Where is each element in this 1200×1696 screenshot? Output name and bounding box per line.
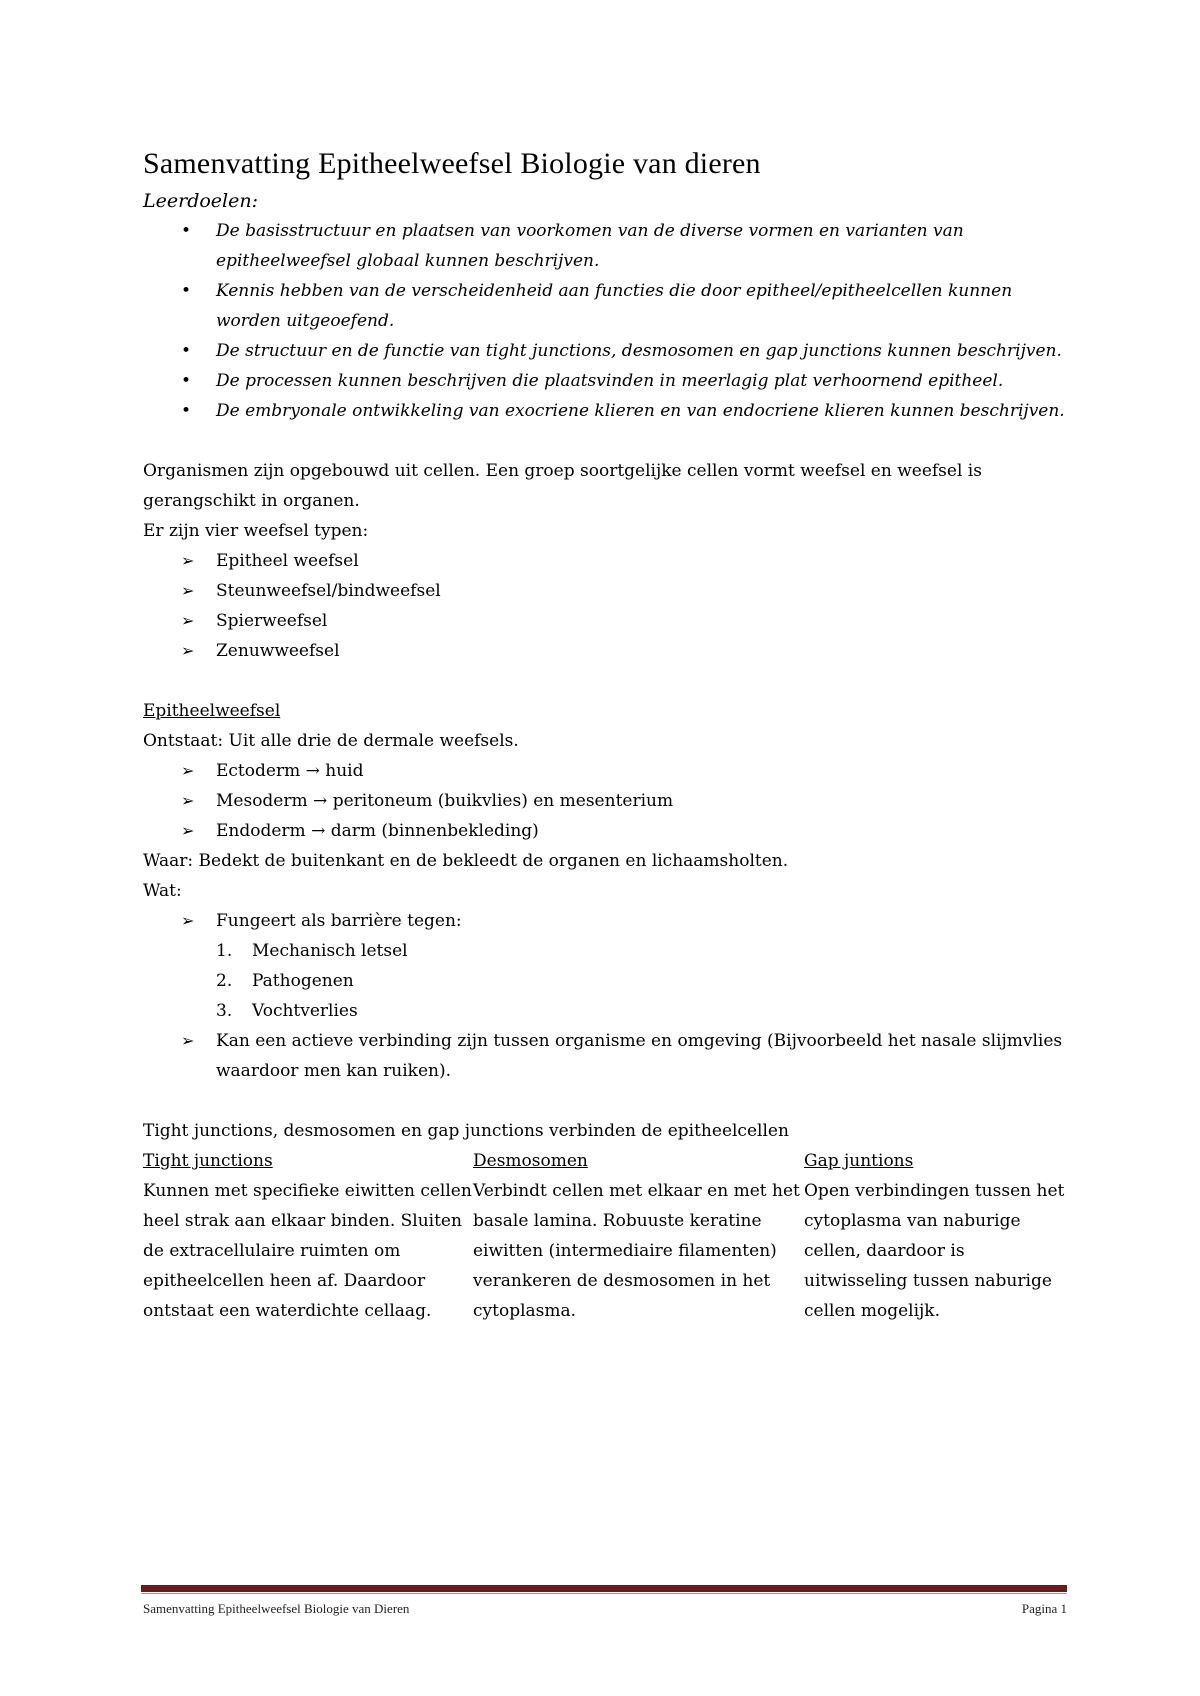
spacer <box>143 426 1068 456</box>
arrow-bullet-icon: ➢ <box>181 1031 195 1050</box>
bullet-icon: • <box>181 221 192 241</box>
bullet-icon: • <box>181 401 192 421</box>
list-item: ➢ Epitheel weefsel <box>143 546 1068 576</box>
spacer <box>143 1086 1068 1116</box>
footer-rule <box>141 1585 1067 1592</box>
waar-text: Waar: Bedekt de buitenkant en de bekleedt de organen en lichaamsholten. <box>143 851 789 871</box>
bullet-icon: • <box>181 281 192 301</box>
list-item: ➢ Ectoderm → huid <box>143 756 1068 786</box>
list-item: ➢ Steunweefsel/bindweefsel <box>143 576 1068 606</box>
arrow-bullet-icon: ➢ <box>181 581 195 600</box>
wat-label: Wat: <box>143 881 182 901</box>
tight-junctions-column <box>143 1146 473 1326</box>
bullet-icon: • <box>181 341 192 361</box>
list-item: 1. Mechanisch letsel <box>216 941 408 961</box>
list-item: ➢ Fungeert als barrière tegen: <box>143 906 1068 936</box>
intro-paragraph: Organismen zijn opgebouwd uit cellen. Een groep soortgelijke cellen vormt weefsel en weefsel is gerangschikt in organen. <box>143 461 982 511</box>
page-title: Samenvatting Epitheelweefsel Biologie van dieren <box>143 147 761 180</box>
gap-junctions-column <box>804 1146 1068 1326</box>
barriere-list <box>143 936 1068 1026</box>
list-item: 3. Vochtverlies <box>216 1001 358 1021</box>
list-item: 2. Pathogenen <box>216 971 354 991</box>
page-number: Pagina 1 <box>1021 1601 1067 1616</box>
spacer <box>143 666 1068 696</box>
arrow-bullet-icon: ➢ <box>181 911 195 930</box>
list-item: ➢ Mesoderm → peritoneum (buikvlies) en mesenterium <box>143 786 1068 816</box>
arrow-bullet-icon: ➢ <box>181 761 195 780</box>
arrow-bullet-icon: ➢ <box>181 611 195 630</box>
desmosomen-column <box>473 1146 804 1326</box>
footer-title: Samenvatting Epitheelweefsel Biologie van Dieren <box>143 1601 410 1616</box>
weefsel-types-list <box>143 546 1068 666</box>
page-content <box>143 142 1068 1326</box>
wat-list <box>143 906 1068 936</box>
ontstaat-text: Ontstaat: Uit alle drie de dermale weefsels. <box>143 731 519 751</box>
list-item: • De embryonale ontwikkeling van exocriene klieren en van endocriene klieren kunnen beschrijven. <box>143 396 1068 426</box>
list-item: ➢ Endoderm → darm (binnenbekleding) <box>143 816 1068 846</box>
leerdoelen-list <box>143 216 1068 426</box>
footer-rule-thin <box>141 1593 1067 1594</box>
right-arrow-icon: → <box>311 821 326 841</box>
list-item: ➢ Zenuwweefsel <box>143 636 1068 666</box>
list-item: ➢ Kan een actieve verbinding zijn tussen organisme en omgeving (Bijvoorbeeld het nasale slijmvlies waardoor men kan ruiken). <box>143 1026 1068 1086</box>
actief-list <box>143 1026 1068 1086</box>
junctions-heading: Tight junctions, desmosomen en gap junctions verbinden de epitheelcellen <box>143 1121 789 1141</box>
bullet-icon: • <box>181 371 192 391</box>
list-item: • De basisstructuur en plaatsen van voorkomen van de diverse vormen en varianten van epitheelweefsel globaal kunnen beschrijven. <box>143 216 1068 276</box>
column-text: Verbindt cellen met elkaar en met het basale lamina. Robuuste keratine eiwitten (intermediaire filamenten) verankeren de desmosomen in het cytoplasma. <box>473 1181 800 1321</box>
list-item: ➢ Spierweefsel <box>143 606 1068 636</box>
column-text: Kunnen met specifieke eiwitten cellen heel strak aan elkaar binden. Sluiten de extracellulaire ruimten om epitheelcellen heen af. Daardoor ontstaat een waterdichte cellaag. <box>143 1181 472 1321</box>
epitheel-heading: Epitheelweefsel <box>143 701 281 721</box>
list-item: • De structuur en de functie van tight junctions, desmosomen en gap junctions kunnen beschrijven. <box>143 336 1068 366</box>
list-item: • Kennis hebben van de verscheidenheid aan functies die door epitheel/epitheelcellen kunnen worden uitgeoefend. <box>143 276 1068 336</box>
right-arrow-icon: → <box>313 791 328 811</box>
germ-layer-list <box>143 756 1068 846</box>
arrow-bullet-icon: ➢ <box>181 821 195 840</box>
column-title: Gap juntions <box>804 1151 914 1171</box>
column-title: Tight junctions <box>143 1151 273 1171</box>
arrow-bullet-icon: ➢ <box>181 551 195 570</box>
weefsel-types-label: Er zijn vier weefsel typen: <box>143 521 369 541</box>
column-text: Open verbindingen tussen het cytoplasma van naburige cellen, daardoor is uitwisseling tussen naburige cellen mogelijk. <box>804 1181 1065 1321</box>
junctions-columns <box>143 1146 1068 1326</box>
arrow-bullet-icon: ➢ <box>181 791 195 810</box>
column-title: Desmosomen <box>473 1151 588 1171</box>
right-arrow-icon: → <box>305 761 320 781</box>
arrow-bullet-icon: ➢ <box>181 641 195 660</box>
list-item: • De processen kunnen beschrijven die plaatsvinden in meerlagig plat verhoornend epitheel. <box>143 366 1068 396</box>
leerdoelen-heading: Leerdoelen: <box>143 190 258 212</box>
